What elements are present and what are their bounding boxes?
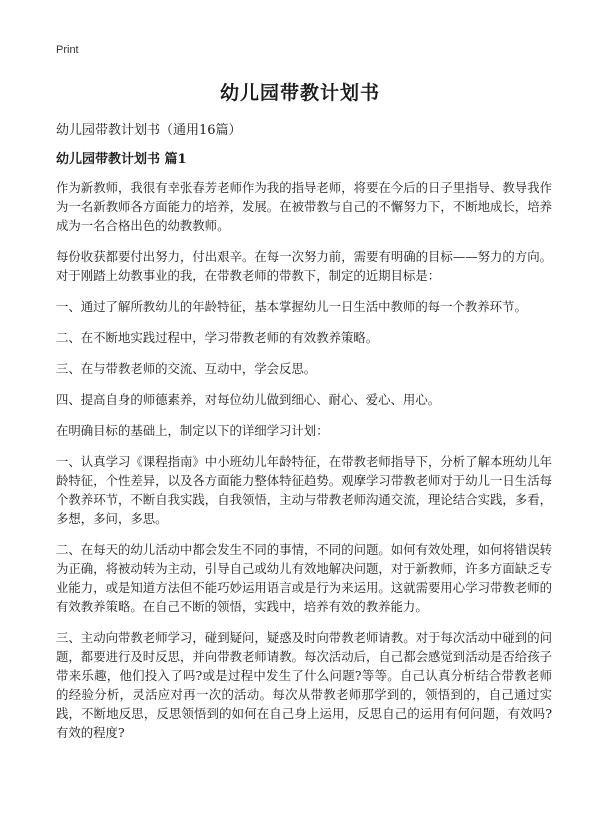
paragraph: 三、在与带教老师的交流、互动中，学会反思。: [56, 361, 317, 376]
paragraph: 在明确目标的基础上，制定以下的详细学习计划：: [56, 423, 329, 438]
section-heading: 幼儿园带教计划书 篇1: [56, 152, 187, 167]
paragraph: 四、提高自身的师德素养，对每位幼儿做到细心、耐心、爱心、用心。: [56, 392, 441, 407]
paragraph: 每份收获都要付出努力，付出艰辛。在每一次努力前，需要有明确的目标——努力的方向。对于刚踏上幼教事业的我，在带教老师的带教下，制定的近期目标是：: [56, 249, 552, 283]
document-body: [56, 178, 552, 754]
document-subtitle: 幼儿园带教计划书（通用16篇）: [56, 123, 242, 138]
document-title: 幼儿园带教计划书: [219, 82, 380, 104]
paragraph: 三、主动向带教老师学习，碰到疑问，疑惑及时向带教老师请教。对于每次活动中碰到的问题，都要进行及时反思，并向带教老师请教。每次活动后，自己都会感觉到活动是否给孩子带来乐趣，他们投入了吗?或是过程中发生了什么问题?等等。自己认真分析结合带教老师的经验分析，灵活应对再一次的活动。每次从带教老师那学到的，领悟到的，自己通过实践，不断地反思，反思领悟到的如何在自己身上运用，反思自己的运用有何问题，有效吗?有效的程度?: [56, 630, 552, 740]
paragraph: 二、在不断地实践过程中，学习带教老师的有效教养策略。: [56, 330, 379, 345]
paragraph: 一、通过了解所教幼儿的年龄特征，基本掌握幼儿一日生活中教师的每一个教养环节。: [56, 299, 527, 314]
paragraph: 作为新教师，我很有幸张春芳老师作为我的指导老师，将要在今后的日子里指导、教导我作为一名新教师各方面能力的培养，发展。在被带教与自己的不懈努力下，不断地成长，培养成为一名合格出色的幼教教师。: [56, 180, 552, 233]
print-link[interactable]: Print: [56, 44, 79, 56]
paragraph: 一、认真学习《课程指南》中小班幼儿年龄特征，在带教老师指导下，分析了解本班幼儿年龄特征，个性差异，以及各方面能力整体特征趋势。观摩学习带教老师对于幼儿一日生活每个教养环节，不断自我实践，自我领悟，主动与带教老师沟通交流，理论结合实践，多看，多想，多问，多思。: [56, 454, 552, 526]
paragraph: 二、在每天的幼儿活动中都会发生不同的事情，不同的问题。如何有效处理，如何将错误转为正确，将被动转为主动，引导自己或幼儿有效地解决问题，对于新教师，许多方面缺乏专业能力，或是知道方法但不能巧妙运用语言或是行为来运用。这就需要用心学习带教老师的有效教养策略。在自己不断的领悟，实践中，培养有效的教养能力。: [56, 542, 552, 614]
